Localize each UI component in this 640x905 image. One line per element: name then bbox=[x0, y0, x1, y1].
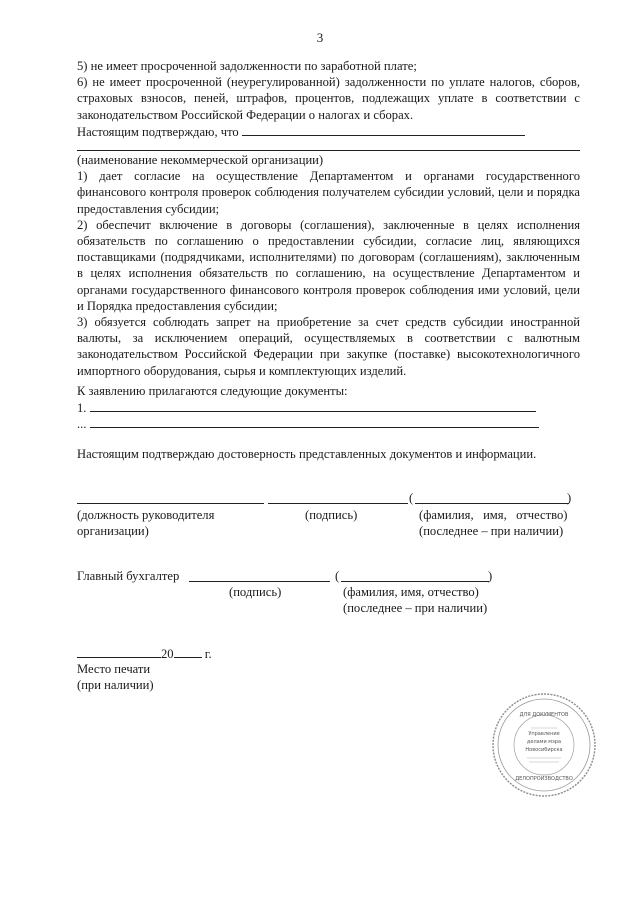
stamp-line-3: делами мэра bbox=[526, 739, 562, 745]
accountant-name-open-paren: ( bbox=[335, 569, 340, 583]
head-name-caption: (фамилия, имя, отчество) bbox=[419, 508, 568, 522]
attachment-1-field[interactable] bbox=[90, 399, 536, 412]
head-signature-line[interactable] bbox=[268, 503, 408, 504]
head-name-line[interactable] bbox=[415, 503, 569, 504]
stamp-line-4: Новосибирска bbox=[525, 747, 563, 753]
head-position-line[interactable] bbox=[77, 503, 264, 504]
head-signature-caption: (подпись) bbox=[305, 508, 358, 522]
head-position-caption-2: организации) bbox=[77, 524, 149, 538]
stamp-line-2: Управление bbox=[528, 731, 560, 737]
accountant-name-note: (последнее – при наличии) bbox=[343, 601, 488, 615]
attachment-item-more bbox=[77, 415, 539, 432]
accountant-name-caption: (фамилия, имя, отчество) bbox=[343, 585, 479, 599]
date-year-prefix: 20 bbox=[161, 647, 174, 661]
stamp-place-note: (при наличии) bbox=[77, 678, 154, 692]
date-year-suffix: г. bbox=[204, 647, 212, 661]
date-day-month-field[interactable] bbox=[77, 645, 161, 658]
declaration-text: Настоящим подтверждаю достоверность представленных документов и информации. bbox=[77, 447, 537, 461]
date-line bbox=[77, 645, 212, 662]
attachments-heading: К заявлению прилагаются следующие документы: bbox=[77, 384, 348, 398]
head-name-close-paren: ) bbox=[567, 491, 572, 505]
accountant-signature-line[interactable] bbox=[189, 581, 330, 582]
org-name-caption: (наименование некоммерческой организации) bbox=[77, 153, 324, 167]
consent-item-1: 1) дает согласие на осуществление Департаментом и органами государственного финансового контроля проверок соблюдения получателем субсидии условий, цели и порядка предоставления субсидии; bbox=[77, 169, 580, 216]
confirm-intro: Настоящим подтверждаю, что bbox=[77, 125, 239, 139]
item-6: 6) не имеет просроченной (неурегулированной) задолженности по уплате налогов, сборов, страховых взносов, пеней, штрафов, процентов, подлежащих уплате в соответствии с законодательством Российской Федерации о налогах и сборах. bbox=[77, 75, 580, 122]
head-name-note: (последнее – при наличии) bbox=[419, 524, 564, 538]
accountant-label: Главный бухгалтер bbox=[77, 569, 180, 583]
head-name-open-paren: ( bbox=[409, 491, 414, 505]
accountant-name-close-paren: ) bbox=[488, 569, 493, 583]
consent-item-3: 3) обязуется соблюдать запрет на приобретение за счет средств субсидии иностранной валюты, за исключением операций, осуществляемых в соответствии с валютным законодательством Российской Федерации при закупке (поставке) высокотехнологичного импортного оборудования, сырья и комплектующих изделий. bbox=[77, 315, 580, 378]
accountant-name-line[interactable] bbox=[341, 581, 489, 582]
consent-item-2: 2) обеспечит включение в договоры (соглашения), заключенные в целях исполнения обязательств по соглашению о предоставлении субсидии, согласие лиц, являющихся поставщиками (подрядчиками, исполнителями) по договорам (соглашениям), заключенным в целях исполнения обязательств по соглашению, на осуществление Департаментом и органами государственного финансового контроля проверок соблюдения ими условий, цели и Порядка предоставления субсидии; bbox=[77, 217, 580, 313]
document-body bbox=[77, 58, 580, 123]
attachment-more-field[interactable] bbox=[90, 415, 539, 428]
head-position-caption: (должность руководителя bbox=[77, 508, 215, 522]
attachment-more-number: ... bbox=[77, 417, 87, 431]
accountant-signature-caption: (подпись) bbox=[229, 585, 282, 599]
org-name-field-line-2[interactable] bbox=[77, 150, 580, 151]
stamp-inner-ring bbox=[514, 715, 574, 775]
stamp-line-5: ДЕЛОПРОИЗВОДСТВО bbox=[515, 776, 573, 782]
attachment-item-1 bbox=[77, 399, 536, 416]
attachment-1-number: 1. bbox=[77, 401, 87, 415]
item-5: 5) не имеет просроченной задолженности по заработной плате; bbox=[77, 59, 417, 73]
date-year-field[interactable] bbox=[174, 645, 202, 658]
stamp-line-1: ДЛЯ ДОКУМЕНТОВ bbox=[519, 712, 569, 718]
official-stamp bbox=[491, 692, 597, 798]
confirmation-line bbox=[77, 123, 525, 140]
consent-block bbox=[77, 152, 580, 379]
org-name-field[interactable] bbox=[242, 123, 525, 136]
page-number: 3 bbox=[316, 30, 324, 45]
stamp-place-label: Место печати bbox=[77, 662, 151, 676]
